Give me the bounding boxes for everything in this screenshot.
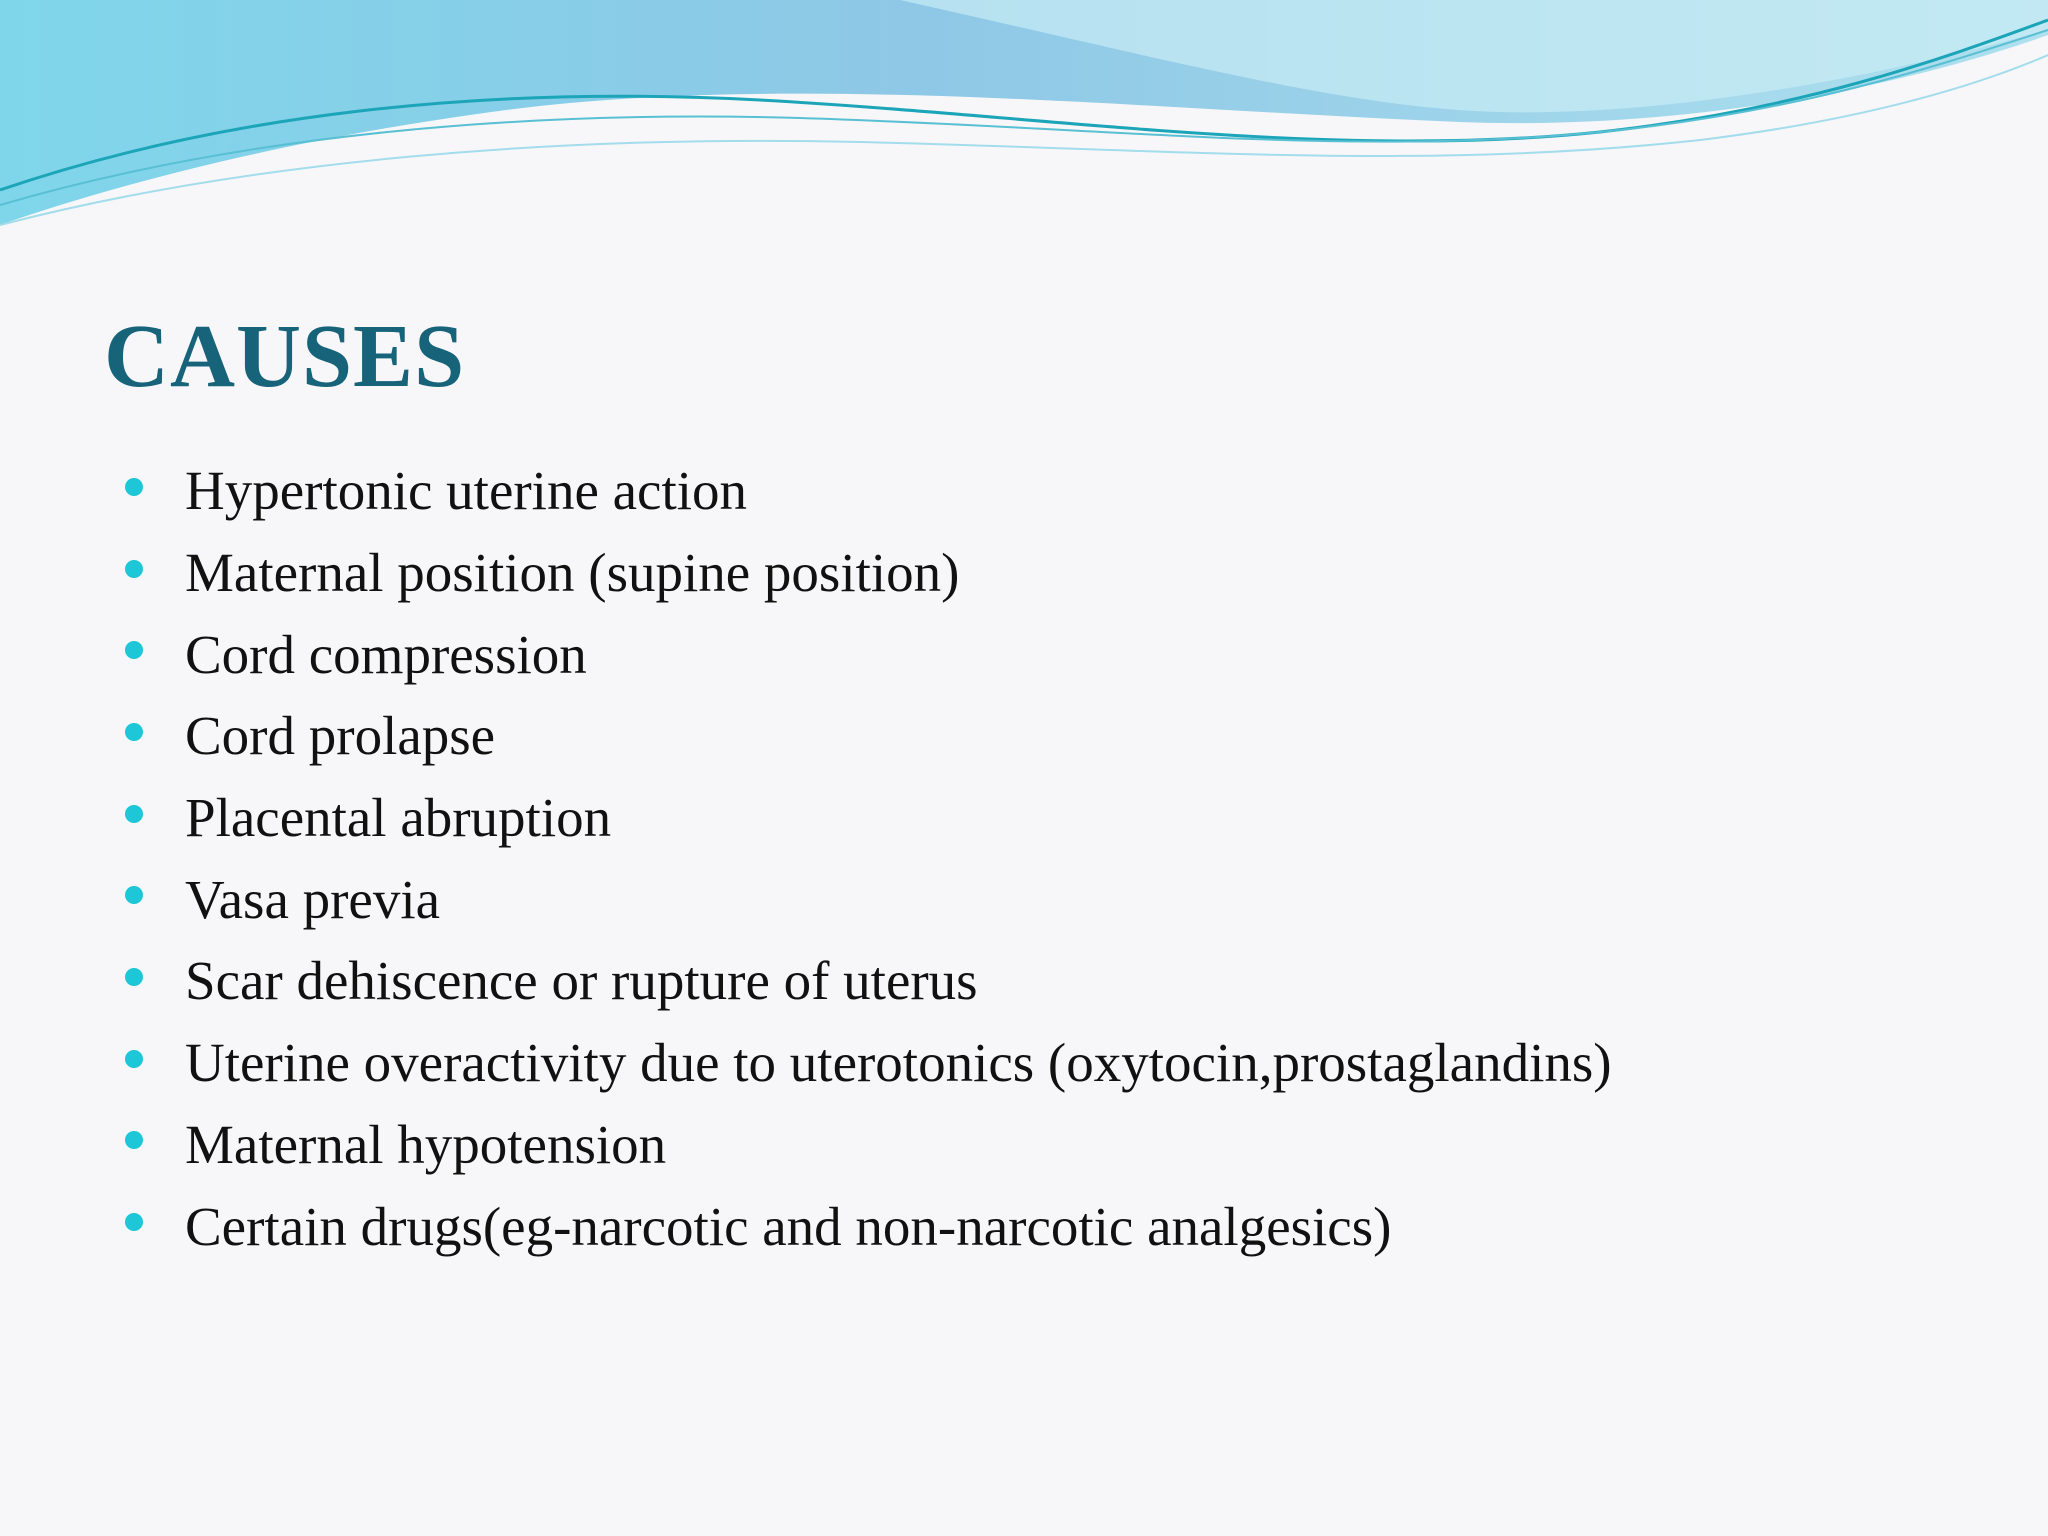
bullet-dot-icon <box>125 1050 143 1068</box>
bullet-dot-icon <box>125 641 143 659</box>
list-item <box>125 695 1612 777</box>
list-item <box>125 777 1612 859</box>
slide-title: CAUSES <box>104 307 466 406</box>
bullet-dot-icon <box>125 805 143 823</box>
list-item <box>125 940 1612 1022</box>
list-item-text: Maternal position (supine position) <box>185 542 960 604</box>
causes-list <box>125 450 1612 1267</box>
list-item-text: Scar dehiscence or rupture of uterus <box>185 950 978 1012</box>
bullet-dot-icon <box>125 723 143 741</box>
list-item-text: Cord prolapse <box>185 705 496 767</box>
list-item-text: Hypertonic uterine action <box>185 460 748 522</box>
list-item-text: Vasa previa <box>185 868 441 930</box>
bullet-dot-icon <box>125 478 143 496</box>
list-item <box>125 613 1612 695</box>
list-item-text: Certain drugs(eg-narcotic and non-narcotic analgesics) <box>185 1195 1392 1257</box>
list-item <box>125 532 1612 614</box>
list-item <box>125 1185 1612 1267</box>
bullet-dot-icon <box>125 1213 143 1231</box>
list-item-text: Cord compression <box>185 623 587 685</box>
bullet-dot-icon <box>125 886 143 904</box>
list-item <box>125 858 1612 940</box>
bullet-dot-icon <box>125 968 143 986</box>
list-item <box>125 1022 1612 1104</box>
list-item-text: Uterine overactivity due to uterotonics (oxytocin,prostaglandins) <box>185 1032 1612 1094</box>
bullet-dot-icon <box>125 560 143 578</box>
list-item-text: Maternal hypotension <box>185 1113 667 1175</box>
list-item <box>125 1104 1612 1186</box>
list-item-text: Placental abruption <box>185 787 612 849</box>
bullet-dot-icon <box>125 1131 143 1149</box>
list-item <box>125 450 1612 532</box>
decorative-wave-header <box>0 0 2048 260</box>
